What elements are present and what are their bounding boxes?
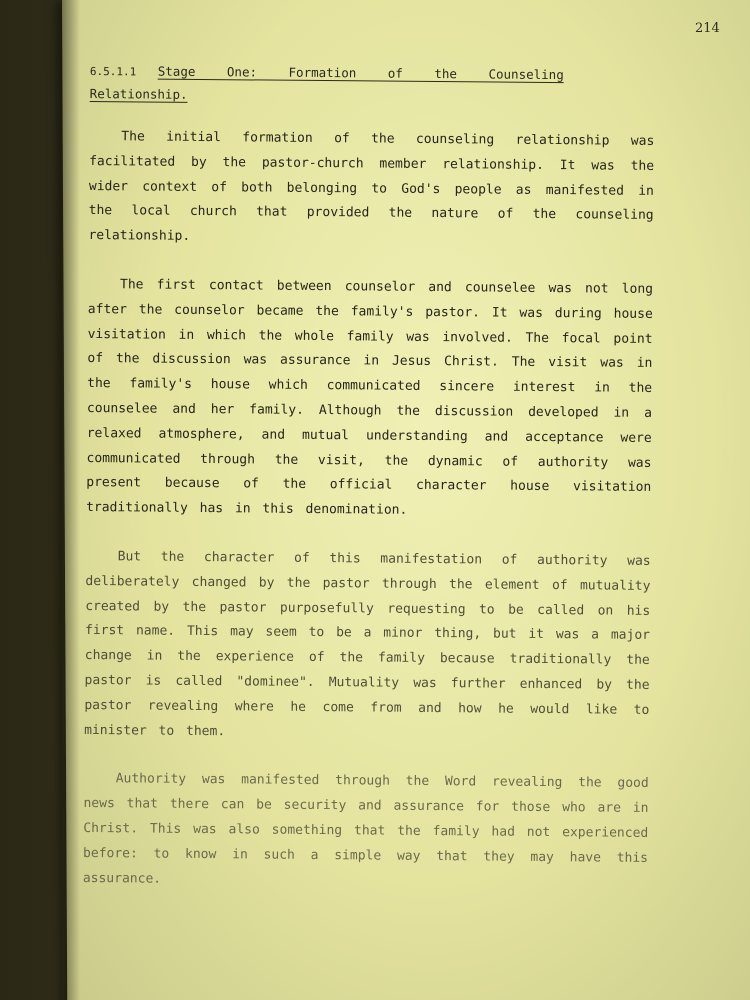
paragraph-4: Authority was manifested through the Word revealing the good news that there can be security and assurance for those who are in Christ. This was also something that the family had not experienced before: to know in such a simple way that they may have this assurance. [82, 771, 649, 887]
paragraph-1: The initial formation of the counseling relationship was facilitated by the pastor-church member relationship. It was the wider context of both belonging to God's people as manifested in the local church that provided the nature of the counseling relationship. [88, 129, 655, 245]
section-title: Stage One: Formation of the Counseling Relationship. [89, 63, 564, 102]
section-number: 6.5.1.1 [89, 64, 137, 79]
paragraph-2: The first contact between counselor and counselee was not long after the counselor became the family's pastor. It was during house visitation in which the whole family was involved. The focal point of the discussion was assurance in Jesus Christ. The visit was in the family's house which communicated sincere interest in the counselee and her family. Although the discussion developed in a relaxed atmosphere, and mutual understanding and acceptance were communicated through the visit, the dynamic of authority was present because of the official character house visitation traditionally has in this denomination. [86, 277, 654, 518]
section-heading [90, 60, 655, 110]
page-text [83, 60, 655, 920]
paragraph-3: But the character of this manifestation of authority was deliberately changed by the pastor through the element of mutuality created by the pastor purposefully requesting to be called on his first name. This may seem to be a minor thing, but it was a major change in the experience of the family because traditionally the pastor is called "dominee". Mutuality was further enhanced by the pastor revealing where he come from and how he would like to minister to them. [84, 549, 651, 739]
page-number: 214 [695, 21, 720, 36]
